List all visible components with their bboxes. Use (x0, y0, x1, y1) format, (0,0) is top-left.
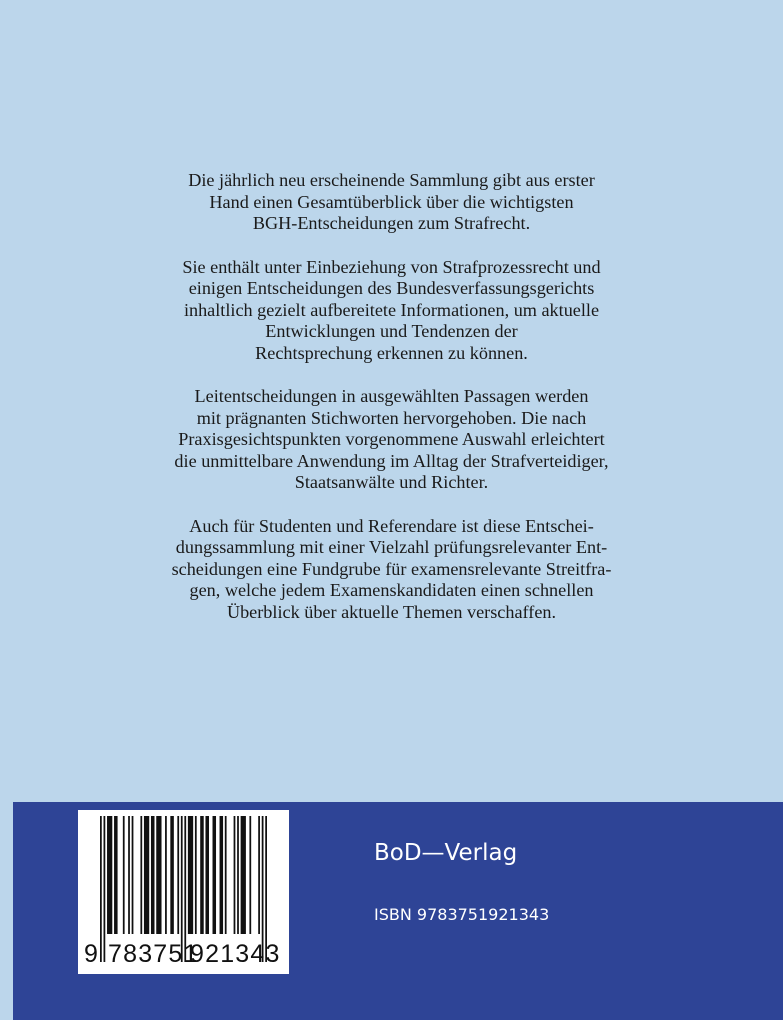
barcode-bar (132, 816, 134, 934)
barcode-bar (258, 816, 260, 934)
blurb-paragraph-1 (120, 170, 663, 235)
barcode-bar (249, 816, 251, 934)
barcode-digits (78, 934, 289, 974)
barcode-bar (128, 816, 130, 934)
barcode-bar (107, 816, 112, 934)
isbn-label: ISBN 9783751921343 (374, 905, 550, 924)
blurb-paragraph-2 (120, 257, 663, 365)
barcode-bar (237, 816, 239, 934)
blurb-line: scheidungen eine Fundgrube für examensrelevante Streitfra- (171, 558, 612, 579)
blurb-line: gen, welche jedem Examenskandidaten einen schnellen (189, 580, 594, 600)
barcode-bar (195, 816, 197, 934)
blurb-text (120, 170, 663, 645)
barcode-bar (200, 816, 204, 934)
barcode-bar (114, 816, 118, 934)
blurb-line: Die jährlich neu erscheinende Sammlung gibt aus erster (188, 170, 595, 190)
blurb-paragraph-3 (120, 386, 663, 494)
blurb-line: Rechtsprechung erkennen zu können. (255, 342, 528, 363)
blurb-line: Leitentscheidungen in ausgewählten Passagen werden (194, 386, 589, 406)
barcode-bar (140, 816, 142, 934)
barcode-bar (165, 816, 167, 934)
publisher-name: BoD—Verlag (374, 840, 518, 866)
blurb-line: Auch für Studenten und Referendare ist diese Entschei- (189, 515, 594, 536)
blurb-line: Staatsanwälte und Richter. (294, 472, 489, 492)
blurb-line: BGH-Entscheidungen zum Strafrecht. (252, 213, 531, 233)
blurb-line: einigen Entscheidungen des Bundesverfassungsgerichts (188, 278, 595, 298)
blurb-line: mit prägnanten Stichworten hervorgehoben. Die nach (196, 407, 587, 428)
barcode-bar (177, 816, 179, 934)
blurb-line: die unmittelbare Anwendung im Alltag der Strafverteidiger, (174, 450, 609, 471)
barcode-bar (156, 816, 161, 934)
barcode-bar (225, 816, 227, 934)
barcode-bar (213, 816, 217, 934)
blurb-paragraph-4 (120, 516, 663, 624)
barcode-bar (151, 816, 155, 934)
barcode-bar (170, 816, 174, 934)
blurb-line: Überblick über aktuelle Themen verschaffen. (226, 601, 557, 622)
barcode-bar (220, 816, 224, 934)
blurb-line: Sie enthält unter Einbeziehung von Strafprozessrecht und (182, 256, 601, 277)
barcode-lead-digit: 9 (84, 940, 98, 968)
blurb-line: Praxisgesichtspunkten vorgenommene Auswahl erleichtert (178, 429, 605, 449)
barcode-bar (234, 816, 236, 934)
barcode-right-digits: 921343 (190, 940, 281, 968)
blurb-line: Hand einen Gesamtüberblick über die wichtigsten (209, 191, 574, 212)
blurb-line: dungssammlung mit einer Vielzahl prüfungsrelevanter Ent- (175, 537, 608, 557)
barcode-left-digits: 783751 (108, 940, 199, 968)
barcode-bar (123, 816, 125, 934)
barcode-bar (144, 816, 149, 934)
barcode-bar (205, 816, 209, 934)
barcode (78, 810, 289, 974)
blurb-line: inhaltlich gezielt aufbereitete Informationen, um aktuelle (183, 299, 600, 320)
blurb-line: Entwicklungen und Tendenzen der (265, 321, 518, 341)
barcode-bar (241, 816, 246, 934)
barcode-bar (188, 816, 193, 934)
